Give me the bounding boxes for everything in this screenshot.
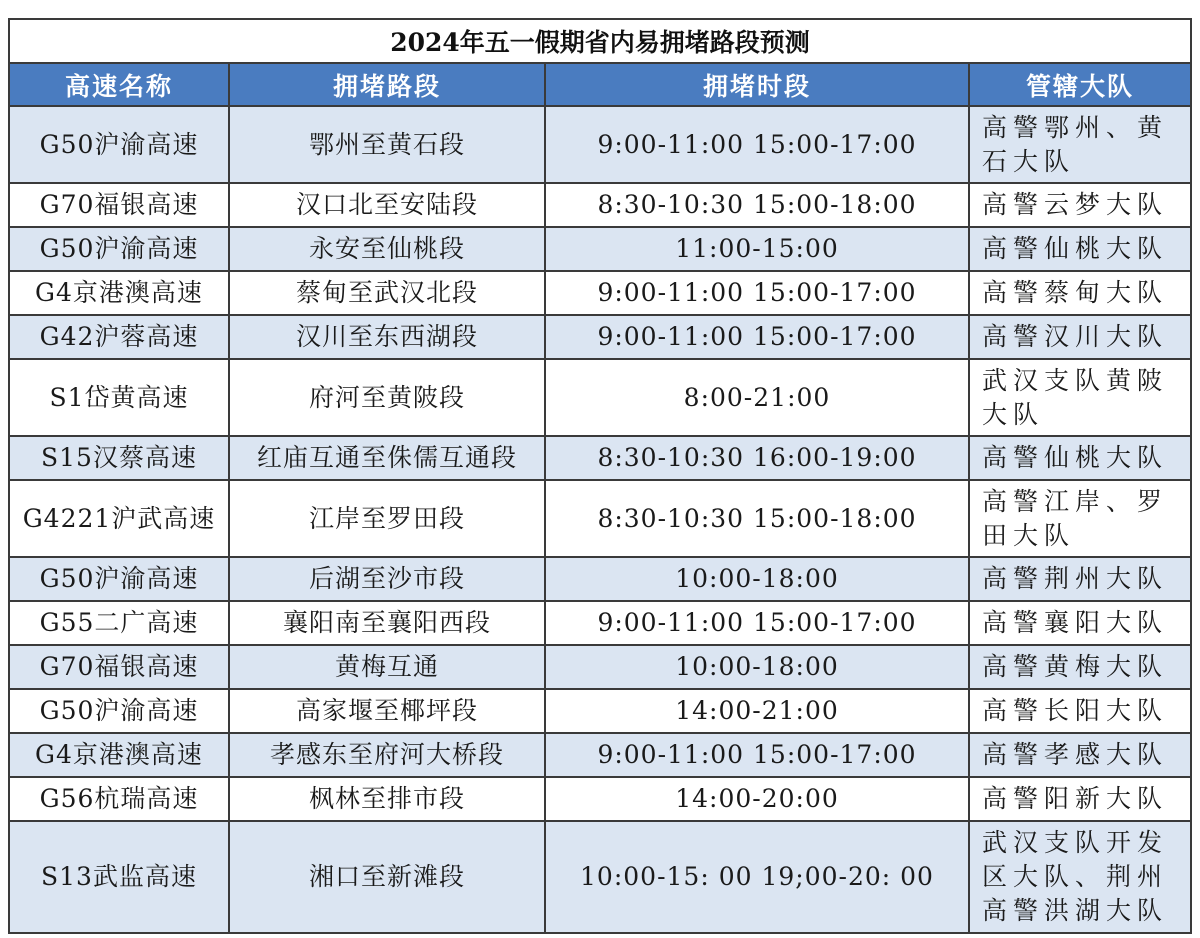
time-cell: 9:00-11:00 15:00-17:00 xyxy=(545,315,969,359)
highway-name-cell: G4京港澳高速 xyxy=(9,733,229,777)
highway-name-cell: S1岱黄高速 xyxy=(9,359,229,436)
time-cell: 8:30-10:30 16:00-19:00 xyxy=(545,436,969,480)
table-row xyxy=(9,689,1191,733)
segment-cell: 永安至仙桃段 xyxy=(229,227,545,271)
time-cell: 9:00-11:00 15:00-17:00 xyxy=(545,733,969,777)
segment-cell: 蔡甸至武汉北段 xyxy=(229,271,545,315)
time-cell: 10:00-18:00 xyxy=(545,557,969,601)
segment-cell: 江岸至罗田段 xyxy=(229,480,545,557)
segment-cell: 府河至黄陂段 xyxy=(229,359,545,436)
segment-cell: 孝感东至府河大桥段 xyxy=(229,733,545,777)
team-cell: 高警鄂州、黄石大队 xyxy=(969,106,1191,183)
header-highway-name: 高速名称 xyxy=(9,63,229,106)
team-cell: 武汉支队开发区大队、荆州高警洪湖大队 xyxy=(969,821,1191,933)
team-cell: 高警仙桃大队 xyxy=(969,227,1191,271)
table-row xyxy=(9,359,1191,436)
table-row xyxy=(9,645,1191,689)
table-row xyxy=(9,271,1191,315)
table-row xyxy=(9,557,1191,601)
table-row xyxy=(9,315,1191,359)
highway-name-cell: G50沪渝高速 xyxy=(9,227,229,271)
header-row xyxy=(9,63,1191,106)
segment-cell: 襄阳南至襄阳西段 xyxy=(229,601,545,645)
table-row xyxy=(9,733,1191,777)
congestion-forecast-table xyxy=(8,18,1192,934)
time-cell: 14:00-20:00 xyxy=(545,777,969,821)
time-cell: 11:00-15:00 xyxy=(545,227,969,271)
team-cell: 高警仙桃大队 xyxy=(969,436,1191,480)
highway-name-cell: G50沪渝高速 xyxy=(9,689,229,733)
segment-cell: 红庙互通至侏儒互通段 xyxy=(229,436,545,480)
team-cell: 高警荆州大队 xyxy=(969,557,1191,601)
segment-cell: 枫林至排市段 xyxy=(229,777,545,821)
table-row xyxy=(9,227,1191,271)
highway-name-cell: G4221沪武高速 xyxy=(9,480,229,557)
highway-name-cell: G55二广高速 xyxy=(9,601,229,645)
highway-name-cell: G70福银高速 xyxy=(9,183,229,227)
team-cell: 高警长阳大队 xyxy=(969,689,1191,733)
segment-cell: 汉口北至安陆段 xyxy=(229,183,545,227)
highway-name-cell: G50沪渝高速 xyxy=(9,557,229,601)
time-cell: 9:00-11:00 15:00-17:00 xyxy=(545,601,969,645)
time-cell: 10:00-15: 00 19;00-20: 00 xyxy=(545,821,969,933)
highway-name-cell: G50沪渝高速 xyxy=(9,106,229,183)
table-title: 2024年五一假期省内易拥堵路段预测 xyxy=(9,19,1191,63)
team-cell: 高警云梦大队 xyxy=(969,183,1191,227)
highway-name-cell: G56杭瑞高速 xyxy=(9,777,229,821)
time-cell: 10:00-18:00 xyxy=(545,645,969,689)
segment-cell: 后湖至沙市段 xyxy=(229,557,545,601)
table-row xyxy=(9,106,1191,183)
time-cell: 8:30-10:30 15:00-18:00 xyxy=(545,183,969,227)
time-cell: 9:00-11:00 15:00-17:00 xyxy=(545,271,969,315)
segment-cell: 湘口至新滩段 xyxy=(229,821,545,933)
segment-cell: 高家堰至椰坪段 xyxy=(229,689,545,733)
team-cell: 高警黄梅大队 xyxy=(969,645,1191,689)
table-row xyxy=(9,436,1191,480)
segment-cell: 黄梅互通 xyxy=(229,645,545,689)
header-congestion-segment: 拥堵路段 xyxy=(229,63,545,106)
header-congestion-period: 拥堵时段 xyxy=(545,63,969,106)
time-cell: 8:30-10:30 15:00-18:00 xyxy=(545,480,969,557)
time-cell: 14:00-21:00 xyxy=(545,689,969,733)
table-row xyxy=(9,777,1191,821)
team-cell: 高警襄阳大队 xyxy=(969,601,1191,645)
team-cell: 高警蔡甸大队 xyxy=(969,271,1191,315)
team-cell: 高警孝感大队 xyxy=(969,733,1191,777)
team-cell: 武汉支队黄陂大队 xyxy=(969,359,1191,436)
header-jurisdiction-team: 管辖大队 xyxy=(969,63,1191,106)
team-cell: 高警汉川大队 xyxy=(969,315,1191,359)
team-cell: 高警江岸、罗田大队 xyxy=(969,480,1191,557)
table-row xyxy=(9,821,1191,933)
team-cell: 高警阳新大队 xyxy=(969,777,1191,821)
highway-name-cell: S13武监高速 xyxy=(9,821,229,933)
title-row xyxy=(9,19,1191,63)
highway-name-cell: G4京港澳高速 xyxy=(9,271,229,315)
highway-name-cell: S15汉蔡高速 xyxy=(9,436,229,480)
segment-cell: 鄂州至黄石段 xyxy=(229,106,545,183)
segment-cell: 汉川至东西湖段 xyxy=(229,315,545,359)
time-cell: 9:00-11:00 15:00-17:00 xyxy=(545,106,969,183)
forecast-table-container xyxy=(8,18,1190,934)
table-row xyxy=(9,183,1191,227)
time-cell: 8:00-21:00 xyxy=(545,359,969,436)
table-row xyxy=(9,601,1191,645)
table-row xyxy=(9,480,1191,557)
highway-name-cell: G42沪蓉高速 xyxy=(9,315,229,359)
highway-name-cell: G70福银高速 xyxy=(9,645,229,689)
